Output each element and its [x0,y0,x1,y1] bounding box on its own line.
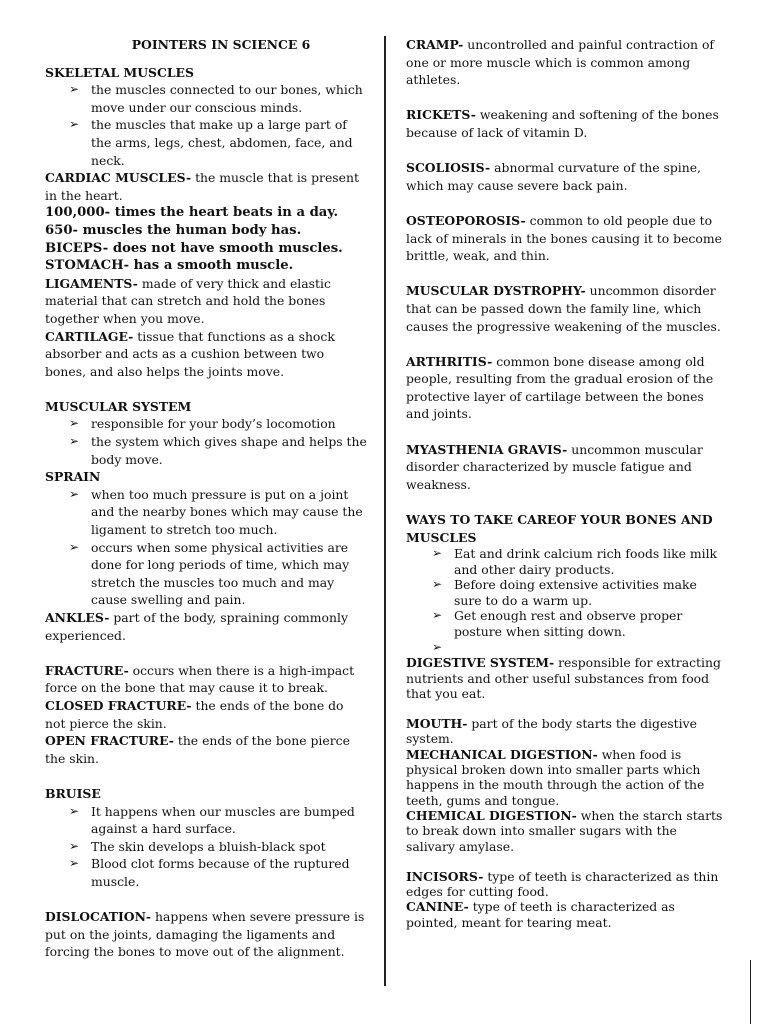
entry-rickets: RICKETS- weakening and softening of the bones because of lack of vitamin D. [406,107,719,140]
bullet-list-muscular-system [45,415,367,468]
entry-cartilage: CARTILAGE- tissue that functions as a shock absorber and acts as a cushion between two bones, and also helps the joints move. [45,328,335,379]
list-item: ➢ the muscles that make up a large part of the arms, legs, chest, abdomen, face, and neck. [69,117,353,168]
column-divider [384,36,386,986]
page-title: POINTERS IN SCIENCE 6 [131,37,311,52]
arrow-bullet-icon: ➢ [432,639,443,654]
entry-ligaments: LIGAMENTS- made of very thick and elastic material that can stretch and hold the bones together when you move. [45,275,331,326]
entry-canine: CANINE- type of teeth is characterized as pointed, meant for tearing meat. [406,899,675,930]
bullet-list-ways [406,546,728,655]
bullet-list-bruise [45,803,367,891]
arrow-bullet-icon: ➢ [69,838,80,853]
fact-muscles-count: 650- muscles the human body has. [45,222,302,238]
left-column [45,36,367,961]
section-heading-ways: WAYS TO TAKE CAREOF YOUR BONES AND MUSCLES [406,512,713,545]
list-item: ➢ the muscles connected to our bones, which move under our conscious minds. [69,82,363,115]
fact-stomach: STOMACH- has a smooth muscle. [45,258,294,274]
arrow-bullet-icon: ➢ [432,608,443,623]
entry-fracture: FRACTURE- occurs when there is a high-impact force on the bone that may cause it to break. [45,662,355,696]
list-item: ➢ occurs when some physical activities are done for long periods of time, which may stretch the muscles too much and may cause swelling and pain. [69,539,350,608]
arrow-bullet-icon: ➢ [69,82,80,97]
arrow-bullet-icon: ➢ [69,117,80,132]
section-heading-bruise: BRUISE [45,785,101,801]
list-item: ➢ Get enough rest and observe proper posture when sitting down. [432,608,683,639]
entry-closed-fracture: CLOSED FRACTURE- the ends of the bone do not pierce the skin. [45,697,344,731]
entry-digestive-system: DIGESTIVE SYSTEM- responsible for extracting nutrients and other useful substances from food that you eat. [406,655,721,701]
bullet-list-skeletal [45,81,367,169]
list-item: ➢ the system which gives shape and helps the body move. [69,434,367,467]
arrow-bullet-icon: ➢ [69,486,80,501]
list-item: ➢ when too much pressure is put on a joint and the nearby bones which may cause the ligament to stretch too much. [69,486,363,538]
entry-dislocation: DISLOCATION- happens when severe pressure is put on the joints, damaging the ligaments and forcing the bones to move out of the alignment. [45,909,365,960]
entry-cardiac: CARDIAC MUSCLES- the muscle that is present in the heart. [45,170,359,203]
fact-biceps: BICEPS- does not have smooth muscles. [45,240,343,256]
arrow-bullet-icon: ➢ [69,416,80,431]
arrow-bullet-icon: ➢ [69,803,80,818]
list-item: ➢ Blood clot forms because of the ruptured muscle. [69,856,350,889]
arrow-bullet-icon: ➢ [69,434,80,449]
entry-scoliosis: SCOLIOSIS- abnormal curvature of the spine, which may cause severe back pain. [406,160,701,193]
entry-mechanical-digestion: MECHANICAL DIGESTION- when food is physical broken down into smaller parts which happens in the mouth through the action of the teeth, gums and tongue. [406,746,705,808]
entry-arthritis: ARTHRITIS- common bone disease among old people, resulting from the gradual erosion of the protective layer of cartilage between the bones and joints. [406,353,714,422]
list-item: ➢ responsible for your body’s locomotion [69,416,336,432]
section-heading-skeletal: SKELETAL MUSCLES [45,64,194,80]
entry-chemical-digestion: CHEMICAL DIGESTION- when the starch starts to break down into smaller sugars with the salivary amylase. [406,807,723,854]
arrow-bullet-icon: ➢ [432,546,443,561]
section-heading-sprain: SPRAIN [45,469,101,485]
entry-cramp: CRAMP- uncontrolled and painful contraction of one or more muscle which is common among athletes. [406,37,714,88]
entry-mouth: MOUTH- part of the body starts the digestive system. [406,716,697,747]
list-item: ➢ The skin develops a bluish-black spot [69,838,326,854]
list-item: ➢ Before doing extensive activities make sure to do a warm up. [432,577,697,608]
list-item: ➢ Eat and drink calcium rich foods like milk and other dairy products. [432,546,718,577]
fact-heartbeats: 100,000- times the heart beats in a day. [45,205,339,221]
section-heading-muscular-system: MUSCULAR SYSTEM [45,398,192,414]
entry-osteoporosis: OSTEOPOROSIS- common to old people due to lack of minerals in the bones causing it to become brittle, weak, and thin. [406,212,722,264]
page-edge-line [750,960,751,1024]
arrow-bullet-icon: ➢ [69,539,80,554]
entry-myasthenia-gravis: MYASTHENIA GRAVIS- uncommon muscular disorder characterized by muscle fatigue and weakness. [406,441,703,492]
bullet-list-sprain [45,486,367,609]
arrow-bullet-icon: ➢ [432,577,443,592]
entry-incisors: INCISORS- type of teeth is characterized as thin edges for cutting food. [406,868,719,900]
entry-muscular-dystrophy: MUSCULAR DYSTROPHY- uncommon disorder that can be passed down the family line, which causes the progressive weakening of the muscles. [406,283,721,334]
list-item: ➢ It happens when our muscles are bumped against a hard surface. [69,803,355,837]
entry-open-fracture: OPEN FRACTURE- the ends of the bone pierce the skin. [45,733,350,766]
right-column [406,36,728,930]
list-item [432,640,728,655]
entry-ankles: ANKLES- part of the body, spraining commonly experienced. [45,610,348,643]
arrow-bullet-icon: ➢ [69,856,80,871]
